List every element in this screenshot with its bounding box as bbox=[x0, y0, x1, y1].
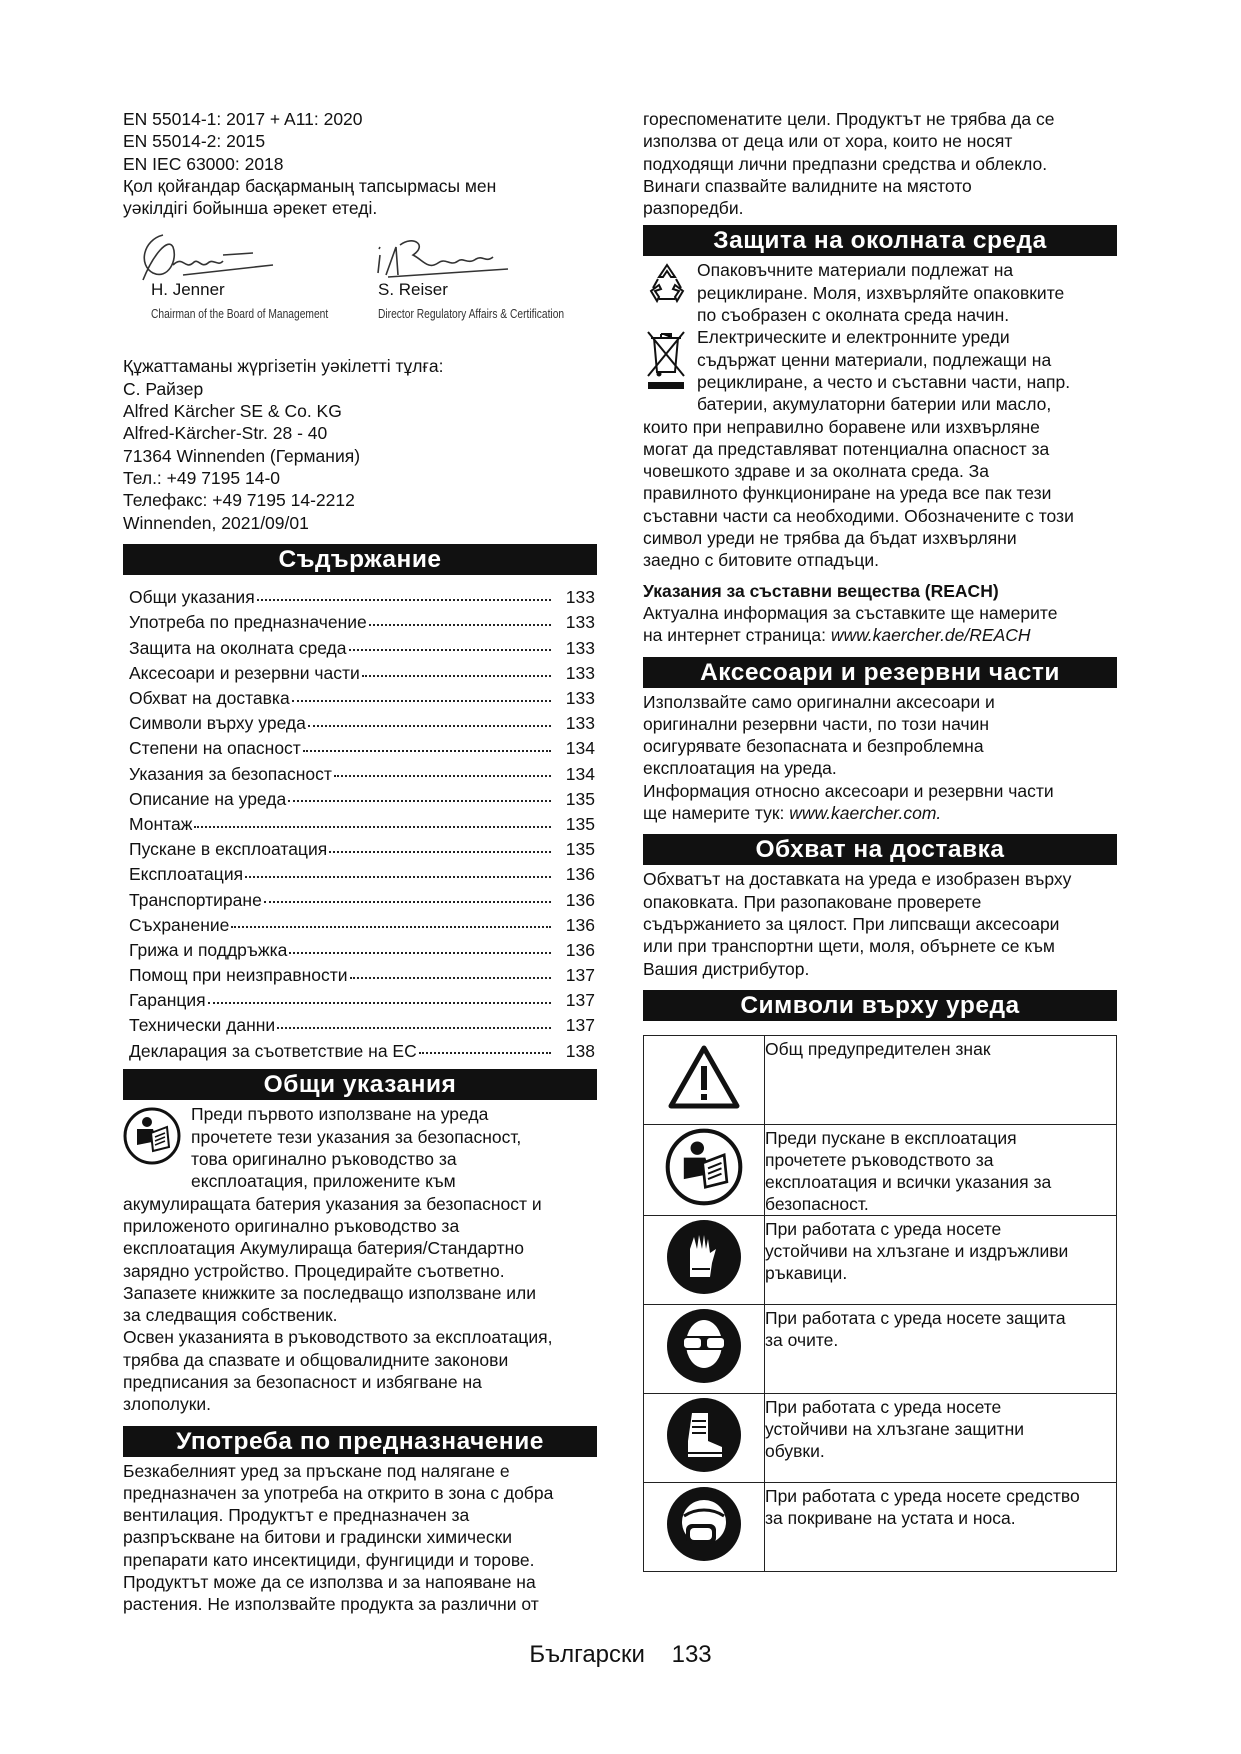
toc-leader bbox=[349, 639, 552, 651]
accessories-text bbox=[643, 691, 1117, 825]
table-row bbox=[644, 1393, 1117, 1482]
symbol-cell bbox=[644, 1215, 765, 1304]
table-row bbox=[644, 1035, 1117, 1124]
environment-weee-continued: които при неправилно боравене или изхвърляне могат да представляват потенциална опасност за човешкото здраве и за околната среда. За правилното функциониране на уреда все пак тези съставни части са необходими. Обозначените с този символ уреди не трябва да бъдат изхвърляни заедно с битовите отпадъци. bbox=[643, 416, 1074, 571]
toc-leader bbox=[350, 967, 551, 979]
toc-leader bbox=[257, 589, 551, 601]
signatory-name: S. Reiser bbox=[378, 280, 448, 300]
reach-link[interactable]: www.kaercher.de/REACH bbox=[830, 625, 1031, 646]
toc-leader bbox=[369, 614, 551, 626]
symbol-cell bbox=[644, 1393, 765, 1482]
section-header-scope-of-delivery: Обхват на доставка bbox=[643, 834, 1117, 865]
toc-title: Помощ при неизправности bbox=[129, 965, 348, 986]
toc-leader bbox=[288, 790, 551, 802]
left-column bbox=[123, 108, 597, 1616]
toc-page: 135 bbox=[565, 839, 595, 860]
toc-title: Символи върху уреда bbox=[129, 713, 306, 734]
toc-leader bbox=[334, 765, 551, 777]
section-header-intended-use: Употреба по предназначение bbox=[123, 1426, 597, 1457]
toc-entry[interactable] bbox=[123, 686, 597, 711]
toc-entry[interactable] bbox=[123, 786, 597, 811]
toc-title: Технически данни bbox=[129, 1015, 276, 1036]
section-header-accessories: Аксесоари и резервни части bbox=[643, 657, 1117, 688]
toc-page: 133 bbox=[565, 662, 595, 683]
toc-leader bbox=[308, 715, 551, 727]
toc-page: 134 bbox=[565, 763, 595, 784]
section-header-environment: Защита на околната среда bbox=[643, 225, 1117, 256]
toc-entry[interactable] bbox=[123, 887, 597, 912]
toc-entry[interactable] bbox=[123, 1013, 597, 1038]
toc-title: Експлоатация bbox=[129, 864, 244, 885]
symbol-description: Общ предупредителен знак bbox=[765, 1035, 1117, 1124]
signatory-title: Chairman of the Board of Management bbox=[151, 307, 329, 322]
toc-page: 133 bbox=[565, 688, 595, 709]
toc-page: 133 bbox=[565, 637, 595, 658]
environment-recycling bbox=[643, 259, 1117, 326]
toc-page: 136 bbox=[565, 914, 595, 935]
signature-reiser bbox=[368, 225, 598, 322]
toc-entry[interactable] bbox=[123, 812, 597, 837]
toc-page: 137 bbox=[565, 965, 595, 986]
eye-protection-icon bbox=[666, 1308, 742, 1384]
symbol-description: При работата с уреда носете средство за покриване на устата и носа. bbox=[765, 1482, 1117, 1571]
toc-page: 135 bbox=[565, 813, 595, 834]
toc-leader bbox=[329, 841, 551, 853]
toc-leader bbox=[194, 816, 551, 828]
toc-page: 137 bbox=[565, 1015, 595, 1036]
right-column bbox=[643, 108, 1117, 1572]
symbol-description: При работата с уреда носете устойчиви на хлъзгане и издръжливи ръкавици. bbox=[765, 1215, 1117, 1304]
general-notes bbox=[123, 1103, 597, 1415]
toc-page: 135 bbox=[565, 788, 595, 809]
toc-title: Декларация за съответствие на ЕС bbox=[129, 1040, 417, 1061]
toc-page: 136 bbox=[565, 939, 595, 960]
contact-address: Құжаттаманы жүргізетін уәкілетті тұлға: С. Райзер Alfred Kärcher SE & Co. KG Alfred-Kärcher-Str. 28 - 40 71364 Winnenden (Германия) Тел.: +49 7195 14-0 Телефакс: +49 7195 14-2212 Winnenden, 2021/09/01 bbox=[123, 356, 444, 533]
signatory-name: H. Jenner bbox=[151, 280, 225, 300]
toc-leader bbox=[289, 942, 551, 954]
toc-entry[interactable] bbox=[123, 862, 597, 887]
toc-title: Степени на опасност bbox=[129, 738, 301, 759]
toc-title: Грижа и поддръжка bbox=[129, 939, 288, 960]
toc-entry[interactable] bbox=[123, 660, 597, 685]
general-notes-text: акумулиращата батерия указания за безопасност и приложеното оригинално ръководство за експлоатация Акумулираща батерия/Стандартно зарядно устройство. Процедирайте съответно. Запазете книжките за последващо използване или за следващия собственик. Освен указанията в ръководството за експлоатация, трябва да спазвате и общовалидните законови предписания за безопасност и избягване на злополуки. bbox=[123, 1193, 553, 1415]
toc-page: 133 bbox=[565, 587, 595, 608]
toc-entry[interactable] bbox=[123, 937, 597, 962]
toc-page: 133 bbox=[565, 713, 595, 734]
footer-language: Български bbox=[529, 1641, 645, 1668]
symbol-cell bbox=[644, 1124, 765, 1215]
toc-title: Гаранция bbox=[129, 990, 206, 1011]
toc-entry[interactable] bbox=[123, 610, 597, 635]
signature-jenner bbox=[123, 225, 353, 322]
toc-title: Описание на уреда bbox=[129, 788, 287, 809]
table-row bbox=[644, 1482, 1117, 1571]
toc-leader bbox=[419, 1042, 551, 1054]
toc-title: Указания за безопасност bbox=[129, 763, 332, 784]
read-manual-icon bbox=[123, 1107, 181, 1170]
toc-leader bbox=[208, 992, 551, 1004]
toc-leader bbox=[362, 665, 551, 677]
face-mask-icon bbox=[666, 1486, 742, 1562]
recycle-icon bbox=[645, 261, 689, 310]
symbol-cell bbox=[644, 1482, 765, 1571]
toc-title: Съхранение bbox=[129, 914, 230, 935]
environment-weee-text: Електрическите и електронните уреди съдържат ценни материали, подлежащи на рециклиране, а често и съставни части, напр. батерии, акумулаторни батерии или масло, bbox=[697, 327, 1071, 415]
signatory-title: Director Regulatory Affairs & Certification bbox=[378, 307, 565, 322]
toc-leader bbox=[245, 866, 551, 878]
standards-text: EN 55014-1: 2017 + A11: 2020 EN 55014-2: 2015 EN IEC 63000: 2018 Қол қойғандар басқарманың тапсырмасы мен уәкілдігі бойынша әрекет етеді. bbox=[123, 109, 497, 219]
toc-page: 134 bbox=[565, 738, 595, 759]
read-manual-icon bbox=[665, 1128, 743, 1206]
toc-entry[interactable] bbox=[123, 711, 597, 736]
handwritten-signature-reiser bbox=[368, 225, 568, 285]
table-row bbox=[644, 1124, 1117, 1215]
accessories-text-body: Използвайте само оригинални аксесоари и оригинални резервни части, по този начин осигурявате безопасната и безпроблемна експлоатация на уреда. Информация относно аксесоари и резервни части ще намерите тук: bbox=[643, 691, 1054, 824]
toc-page: 133 bbox=[565, 612, 595, 633]
toc-title: Обхват на доставка bbox=[129, 688, 290, 709]
toc-entry[interactable] bbox=[123, 988, 597, 1013]
toc-title: Общи указания bbox=[129, 587, 255, 608]
toc-title: Транспортиране bbox=[129, 889, 262, 910]
toc-entry[interactable] bbox=[123, 585, 597, 610]
crossed-bin-icon bbox=[645, 328, 687, 397]
toc-leader bbox=[277, 1017, 551, 1029]
toc-page: 136 bbox=[565, 889, 595, 910]
table-row bbox=[644, 1215, 1117, 1304]
toc-page: 137 bbox=[565, 990, 595, 1011]
toc-leader bbox=[264, 891, 551, 903]
table-of-contents bbox=[123, 585, 597, 1064]
intended-use-continued: гореспоменатите цели. Продуктът не трябва да се използва от деца или от хора, които не носят подходящи лични предпазни средства и облекло. Винаги спазвайте валидните на мястото разпоредби. bbox=[643, 109, 1055, 219]
page-footer bbox=[0, 1641, 1241, 1669]
environment-recycling-text: Опаковъчните материали подлежат на рециклиране. Моля, изхвърляйте опаковките по съобразен с околната среда начин. bbox=[697, 260, 1065, 326]
accessories-link[interactable]: www.kaercher.com. bbox=[789, 803, 942, 824]
toc-title: Употреба по предназначение bbox=[129, 612, 367, 633]
reach-text-body: Актуална информация за съставките ще намерите на интернет страница: bbox=[643, 602, 1058, 646]
reach-text bbox=[643, 602, 1117, 647]
gloves-icon bbox=[666, 1219, 742, 1295]
toc-entry[interactable] bbox=[123, 837, 597, 862]
toc-entry[interactable] bbox=[123, 963, 597, 988]
symbol-cell bbox=[644, 1304, 765, 1393]
toc-entry[interactable] bbox=[123, 912, 597, 937]
section-header-contents: Съдържание bbox=[123, 544, 597, 575]
scope-of-delivery-text: Обхватът на доставката на уреда е изобразен върху опаковката. При разопаковане проверете съдържанието за цялост. При липсващи аксесоари или при транспортни щети, моля, обърнете се към Вашия дистрибутор. bbox=[643, 869, 1072, 979]
symbol-description: При работата с уреда носете защита за очите. bbox=[765, 1304, 1117, 1393]
safety-boots-icon bbox=[666, 1397, 742, 1473]
toc-title: Защита на околната среда bbox=[129, 637, 347, 658]
toc-page: 136 bbox=[565, 864, 595, 885]
general-warning-icon bbox=[667, 1044, 741, 1110]
symbol-cell bbox=[644, 1035, 765, 1124]
toc-leader bbox=[231, 916, 551, 928]
symbols-table bbox=[643, 1035, 1117, 1572]
toc-title: Монтаж bbox=[129, 813, 193, 834]
toc-entry[interactable] bbox=[123, 736, 597, 761]
toc-page: 138 bbox=[565, 1040, 595, 1061]
environment-weee bbox=[643, 326, 1117, 571]
toc-title: Пускане в експлоатация bbox=[129, 839, 328, 860]
general-notes-icon-text: Преди първото използване на уреда прочетете тези указания за безопасност, това оригинално ръководство за експлоатация, приложените към bbox=[191, 1104, 522, 1192]
handwritten-signature-jenner bbox=[123, 225, 323, 285]
toc-leader bbox=[292, 690, 551, 702]
toc-leader bbox=[303, 740, 551, 752]
symbol-description: При работата с уреда носете устойчиви на хлъзгане защитни обувки. bbox=[765, 1393, 1117, 1482]
intended-use-text: Безкабелният уред за пръскане под налягане е предназначен за употреба на открито в зона с добра вентилация. Продуктът е предназначен за разпръскване на битови и градински химически препарати като инсектициди, фунгициди и торове. Продуктът може да се използва и за напояване на растения. Не използвайте продукта за различни от bbox=[123, 1460, 554, 1615]
toc-title: Аксесоари и резервни части bbox=[129, 662, 360, 683]
reach-title: Указания за съставни вещества (REACH) bbox=[643, 580, 999, 601]
toc-entry[interactable] bbox=[123, 1038, 597, 1063]
symbol-description: Преди пускане в експлоатация прочетете ръководството за експлоатация и всички указания за безопасност. bbox=[765, 1124, 1117, 1215]
toc-entry[interactable] bbox=[123, 761, 597, 786]
section-header-symbols: Символи върху уреда bbox=[643, 990, 1117, 1021]
section-header-general: Общи указания bbox=[123, 1069, 597, 1100]
table-row bbox=[644, 1304, 1117, 1393]
signatures bbox=[123, 225, 597, 345]
toc-entry[interactable] bbox=[123, 635, 597, 660]
page-number: 133 bbox=[671, 1641, 712, 1668]
